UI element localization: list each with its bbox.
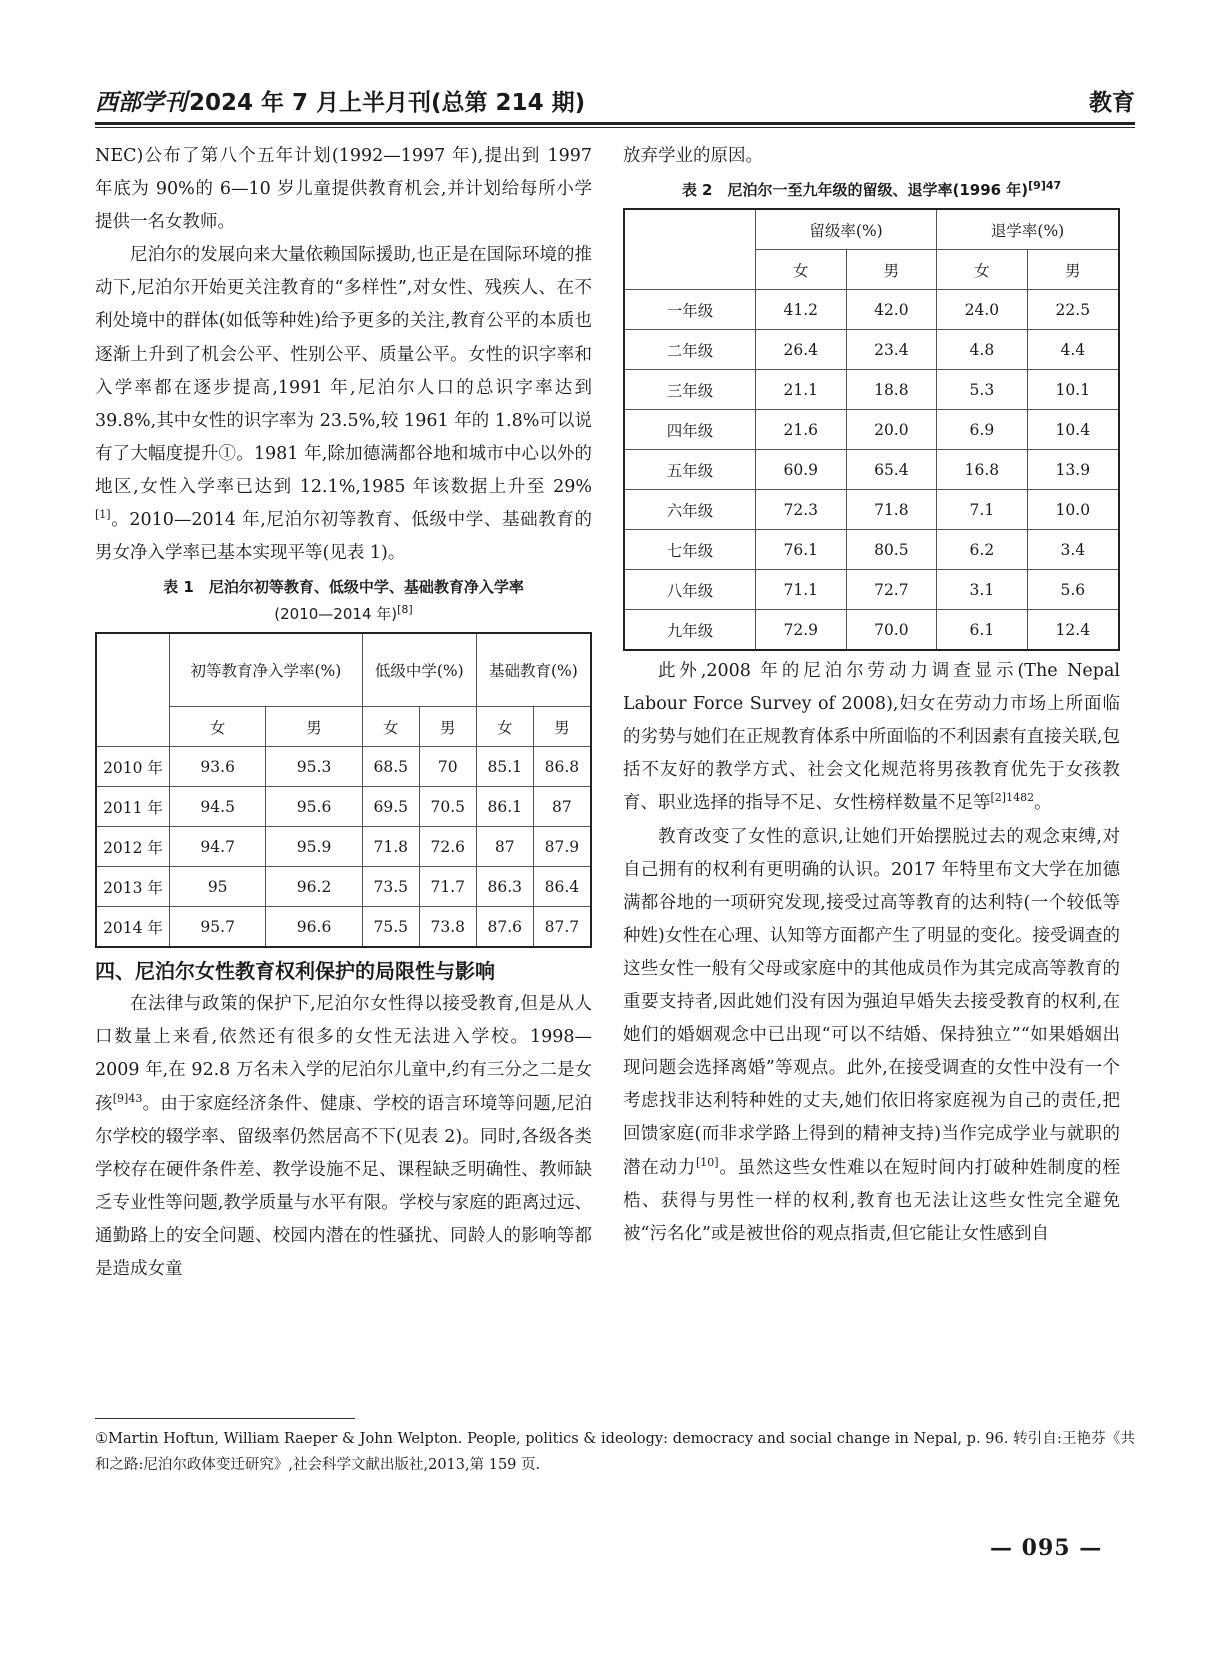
- table-sub-header: 男: [1027, 250, 1119, 290]
- table-cell: 96.2: [266, 867, 362, 907]
- row-label: 一年级: [624, 290, 756, 330]
- table-corner: [96, 633, 170, 747]
- table-row: [96, 747, 591, 787]
- table-cell: 69.5: [362, 787, 419, 827]
- row-label: 二年级: [624, 330, 756, 370]
- table-cell: 5.6: [1027, 570, 1119, 610]
- table-cell: 72.7: [846, 570, 937, 610]
- paragraph: [95, 988, 592, 1286]
- table-cell: 24.0: [937, 290, 1028, 330]
- table-sub-header: 男: [846, 250, 937, 290]
- row-label: 2012 年: [96, 827, 170, 867]
- table-cell: 96.6: [266, 907, 362, 948]
- table-title-years: (2010—2014 年): [274, 605, 398, 624]
- table-cell: 94.7: [170, 827, 266, 867]
- table-cell: 7.1: [937, 490, 1028, 530]
- row-label: 四年级: [624, 410, 756, 450]
- table-row: [624, 450, 1119, 490]
- table-cell: 72.3: [756, 490, 847, 530]
- table-cell: 70.0: [846, 610, 937, 651]
- table-cell: 86.1: [476, 787, 533, 827]
- text-run: 在法律与政策的保护下,尼泊尔女性得以接受教育,但是从人口数量上来看,依然还有很多的女性无法进入学校。1998—2009 年,在 92.8 万名未入学的尼泊尔儿童中,约有三分之二是女孩: [95, 994, 592, 1114]
- citation[interactable]: [9]47: [1028, 179, 1062, 193]
- table-cell: 86.3: [476, 867, 533, 907]
- text-run: 此外,2008 年的尼泊尔劳动力调查显示(The Nepal Labour Force Survey of 2008),妇女在劳动力市场上所面临的劣势与她们在正规教育体系中所面临的不利因素有直接关联,包括不友好的教学方式、社会文化规范将男孩教育优先于女孩教育、职业选择的指导不足、女性榜样数量不足等: [623, 661, 1120, 814]
- table-cell: 5.3: [937, 370, 1028, 410]
- table-cell: 93.6: [170, 747, 266, 787]
- table-caption: [95, 574, 592, 628]
- table-row: [96, 867, 591, 907]
- text-run: 尼泊尔的发展向来大量依赖国际援助,也正是在国际环境的推动下,尼泊尔开始更关注教育的“多样性”,对女性、残疾人、在不利处境中的群体(如低等种姓)给予更多的关注,教育公平的本质也逐渐上升到了机会公平、性别公平、质量公平。女性的识字率和入学率都在逐步提高,1991 年,尼泊尔人口的总识字率达到 39.8%,其中女性的识字率为 23.5%,较 1961 年的 1.8%可以说有了大幅度提升: [95, 245, 592, 464]
- table-cell: 41.2: [756, 290, 847, 330]
- table-cell: 68.5: [362, 747, 419, 787]
- row-label: 七年级: [624, 530, 756, 570]
- table-cell: 10.0: [1027, 490, 1119, 530]
- table-cell: 71.8: [846, 490, 937, 530]
- table-cell: 23.4: [846, 330, 937, 370]
- table-cell: 71.8: [362, 827, 419, 867]
- table-sub-header: 女: [937, 250, 1028, 290]
- table-sub-header: 男: [266, 707, 362, 747]
- row-label: 三年级: [624, 370, 756, 410]
- table-cell: 86.8: [533, 747, 591, 787]
- table-cell: 42.0: [846, 290, 937, 330]
- row-label: 六年级: [624, 490, 756, 530]
- table-cell: 18.8: [846, 370, 937, 410]
- table-cell: 13.9: [1027, 450, 1119, 490]
- table-group-header: 退学率(%): [937, 209, 1119, 250]
- table-cell: 10.1: [1027, 370, 1119, 410]
- citation[interactable]: [10]: [696, 1155, 719, 1169]
- table-row: [624, 330, 1119, 370]
- text-run: 。2010—2014 年,尼泊尔初等教育、低级中学、基础教育的男女净入学率已基本实现平等(见表 1)。: [95, 510, 592, 564]
- citation[interactable]: [8]: [397, 603, 413, 617]
- paragraph: [95, 239, 592, 570]
- paragraph: NEC)公布了第八个五年计划(1992—1997 年),提出到 1997 年底为 90%的 6—10 岁儿童提供教育机会,并计划给每所小学提供一名女教师。: [95, 146, 592, 233]
- table-cell: 21.1: [756, 370, 847, 410]
- paragraph: [623, 655, 1120, 820]
- table-group-header: 留级率(%): [756, 209, 937, 250]
- table-row: [96, 787, 591, 827]
- table-cell: 95.6: [266, 787, 362, 827]
- journal-logo: 西部学刊: [95, 89, 187, 116]
- table-cell: 16.8: [937, 450, 1028, 490]
- table-cell: 72.9: [756, 610, 847, 651]
- table-cell: 70: [419, 747, 476, 787]
- table-sub-header: 男: [419, 707, 476, 747]
- text-run: 。: [1034, 793, 1052, 814]
- text-run: 教育改变了女性的意识,让她们开始摆脱过去的观念束缚,对自己拥有的权利有更明确的认识。2017 年特里布文大学在加德满都谷地的一项研究发现,接受过高等教育的达利特(一个较低等种姓)女性在心理、认知等方面都产生了明显的变化。接受调查的这些女性一般有父母或家庭中的其他成员作为其完成高等教育的重要支持者,因此她们没有因为强迫早婚失去接受教育的权利,在她们的婚姻观念中已出现“可以不结婚、保持独立”“如果婚姻出现问题会选择离婚”等观点。此外,在接受调查的女性中没有一个考虑找非达利特种姓的丈夫,她们依旧将家庭视为自己的责任,把回馈家庭(而非求学路上得到的精神支持)当作完成学业与就职的潜在动力: [623, 826, 1120, 1178]
- table-cell: 71.7: [419, 867, 476, 907]
- row-label: 八年级: [624, 570, 756, 610]
- repetition-dropout-table: [623, 208, 1120, 651]
- table-cell: 73.5: [362, 867, 419, 907]
- table-cell: 87: [533, 787, 591, 827]
- row-label: 2014 年: [96, 907, 170, 948]
- row-label: 2010 年: [96, 747, 170, 787]
- table-group-header: 初等教育净入学率(%): [170, 633, 363, 707]
- citation[interactable]: [1]: [95, 508, 111, 522]
- table-cell: 87.9: [533, 827, 591, 867]
- table-row: [96, 827, 591, 867]
- table-cell: 65.4: [846, 450, 937, 490]
- header-rule-thin: [95, 127, 1135, 128]
- table-row: [624, 410, 1119, 450]
- table-cell: 95.7: [170, 907, 266, 948]
- left-column: [95, 140, 592, 1286]
- row-label: 2011 年: [96, 787, 170, 827]
- table-cell: 10.4: [1027, 410, 1119, 450]
- table-cell: 6.1: [937, 610, 1028, 651]
- table-row: [624, 530, 1119, 570]
- table-cell: 87.7: [533, 907, 591, 948]
- citation[interactable]: [9]43: [112, 1091, 143, 1105]
- table-cell: 21.6: [756, 410, 847, 450]
- footnote: ①Martin Hoftun, William Raeper & John Welpton. People, politics & ideology: democracy and social change in Nepal, p. 96. 转引自:王艳芬《共和之路:尼泊尔政体变迁研究》,社会科学文献出版社,2013,第 159 页.: [95, 1431, 1135, 1473]
- footnote-rule: [95, 1418, 355, 1419]
- table-sub-header: 男: [533, 707, 591, 747]
- table-cell: 86.4: [533, 867, 591, 907]
- table-cell: 6.9: [937, 410, 1028, 450]
- table-cell: 75.5: [362, 907, 419, 948]
- section-heading: 四、尼泊尔女性教育权利保护的局限性与影响: [95, 959, 495, 984]
- table-cell: 60.9: [756, 450, 847, 490]
- text-run: 。虽然这些女性难以在短时间内打破种姓制度的桎梏、获得与男性一样的权利,教育也无法让这些女性完全避免被“污名化”或是被世俗的观点指责,但它能让女性感到自: [623, 1157, 1121, 1244]
- table-cell: 87.6: [476, 907, 533, 948]
- footnote-mark[interactable]: ①: [218, 443, 237, 464]
- table-sub-header: 女: [476, 707, 533, 747]
- table-row: [624, 370, 1119, 410]
- table-cell: 71.1: [756, 570, 847, 610]
- table-row: [624, 290, 1119, 330]
- table-cell: 94.5: [170, 787, 266, 827]
- table-cell: 6.2: [937, 530, 1028, 570]
- table-caption: [623, 177, 1120, 204]
- table-title: 表 2 尼泊尔一至九年级的留级、退学率(1996 年): [681, 181, 1029, 200]
- table-cell: 76.1: [756, 530, 847, 570]
- table-cell: 3.1: [937, 570, 1028, 610]
- table-cell: 4.4: [1027, 330, 1119, 370]
- section-label: 教育: [1089, 90, 1135, 116]
- text-run: 。1981 年,除加德满都谷地和城市中心以外的地区,女性入学率已达到 12.1%,1985 年该数据上升至 29%: [95, 443, 592, 497]
- row-label: 2013 年: [96, 867, 170, 907]
- table-cell: 20.0: [846, 410, 937, 450]
- paragraph: [623, 821, 1120, 1251]
- enrollment-table: [95, 632, 592, 948]
- header-rule: [95, 122, 1135, 125]
- table-cell: 80.5: [846, 530, 937, 570]
- table-cell: 95: [170, 867, 266, 907]
- table-corner: [624, 209, 756, 290]
- table-cell: 3.4: [1027, 530, 1119, 570]
- paragraph: 放弃学业的原因。: [623, 146, 763, 166]
- table-cell: 26.4: [756, 330, 847, 370]
- table-group-header: 基础教育(%): [476, 633, 591, 707]
- table-cell: 73.8: [419, 907, 476, 948]
- table-cell: 4.8: [937, 330, 1028, 370]
- table-cell: 85.1: [476, 747, 533, 787]
- right-column: [623, 140, 1120, 1251]
- row-label: 九年级: [624, 610, 756, 651]
- row-label: 五年级: [624, 450, 756, 490]
- table-cell: 95.9: [266, 827, 362, 867]
- table-row: [624, 610, 1119, 651]
- table-sub-header: 女: [170, 707, 266, 747]
- running-header: [95, 82, 1135, 122]
- table-row: [624, 490, 1119, 530]
- table-row: [624, 570, 1119, 610]
- table-cell: 95.3: [266, 747, 362, 787]
- issue-label: 2024 年 7 月上半月刊(总第 214 期): [189, 90, 586, 116]
- table-sub-header: 女: [756, 250, 847, 290]
- citation[interactable]: [2]1482: [990, 791, 1035, 805]
- table-row: [96, 907, 591, 948]
- table-cell: 87: [476, 827, 533, 867]
- table-sub-header: 女: [362, 707, 419, 747]
- table-title: 表 1 尼泊尔初等教育、低级中学、基础教育净入学率: [163, 578, 524, 597]
- journal-issue-line: [95, 84, 585, 117]
- text-run: 。由于家庭经济条件、健康、学校的语言环境等问题,尼泊尔学校的辍学率、留级率仍然居高不下(见表 2)。同时,各级各类学校存在硬件条件差、教学设施不足、课程缺乏明确性、教师缺乏专业性等问题,教学质量与水平有限。学校与家庭的距离过远、通勤路上的安全问题、校园内潜在的性骚扰、同龄人的影响等都是造成女童: [95, 1093, 593, 1279]
- table-cell: 72.6: [419, 827, 476, 867]
- page-number: — 095 —: [990, 1535, 1103, 1561]
- table-cell: 22.5: [1027, 290, 1119, 330]
- table-cell: 12.4: [1027, 610, 1119, 651]
- table-cell: 70.5: [419, 787, 476, 827]
- table-group-header: 低级中学(%): [362, 633, 476, 707]
